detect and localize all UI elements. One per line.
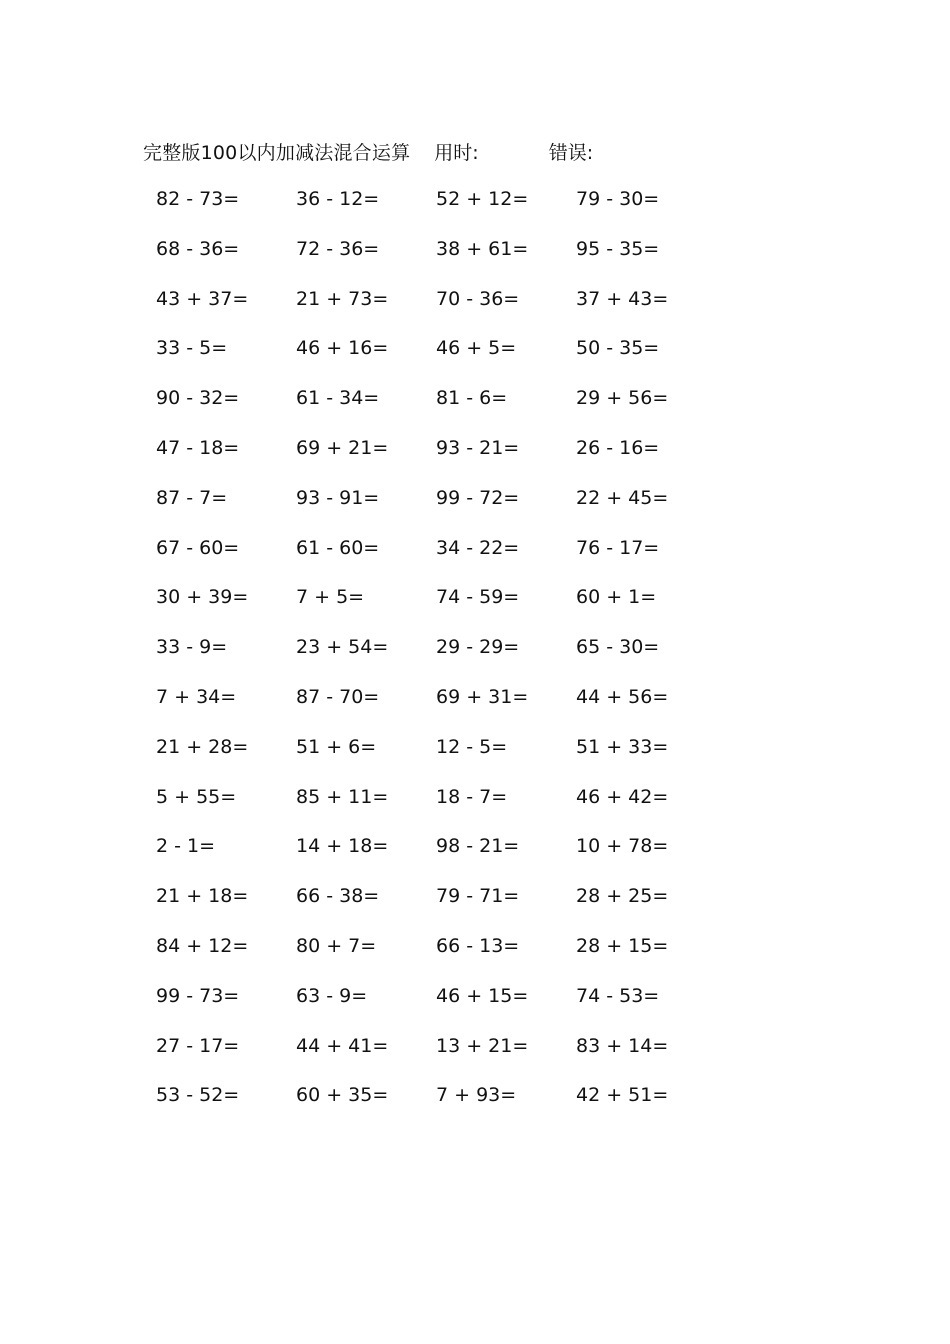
math-problem: 22 + 45=	[576, 486, 669, 509]
math-problem: 93 - 21=	[436, 436, 520, 459]
math-problem: 51 + 33=	[576, 735, 669, 758]
math-problem: 34 - 22=	[436, 536, 520, 559]
math-problem: 30 + 39=	[156, 586, 249, 609]
math-problem: 46 + 42=	[576, 785, 669, 808]
math-problem: 61 - 34=	[296, 387, 380, 410]
math-problem: 10 + 78=	[576, 835, 669, 858]
problem-row	[140, 382, 700, 432]
problem-row	[140, 731, 700, 781]
math-problem: 42 + 51=	[576, 1084, 669, 1107]
math-problem: 90 - 32=	[156, 387, 240, 410]
math-problem: 74 - 53=	[576, 984, 660, 1007]
math-problem: 23 + 54=	[296, 636, 389, 659]
math-problem: 66 - 38=	[296, 885, 380, 908]
math-problem: 46 + 15=	[436, 984, 529, 1007]
problem-row	[140, 980, 700, 1030]
math-problem: 26 - 16=	[576, 436, 660, 459]
math-problem: 84 + 12=	[156, 934, 249, 957]
math-problem: 82 - 73=	[156, 188, 240, 210]
math-problem: 85 + 11=	[296, 785, 389, 808]
problem-row	[140, 631, 700, 681]
math-problem: 44 + 41=	[296, 1034, 389, 1057]
math-problem: 93 - 91=	[296, 486, 380, 509]
problem-row	[140, 233, 700, 283]
math-problem: 21 + 73=	[296, 287, 389, 310]
math-problem: 69 + 31=	[436, 685, 529, 708]
math-problem: 14 + 18=	[296, 835, 389, 858]
math-problem: 12 - 5=	[436, 735, 508, 758]
math-problem: 87 - 70=	[296, 685, 380, 708]
math-problem: 60 + 35=	[296, 1084, 389, 1107]
problem-row	[140, 581, 700, 631]
worksheet-title: 完整版100以内加减法混合运算	[143, 141, 411, 164]
problem-row	[140, 1030, 700, 1080]
math-problem: 79 - 71=	[436, 885, 520, 908]
math-problem: 79 - 30=	[576, 188, 660, 210]
math-problem: 60 + 1=	[576, 586, 657, 609]
math-problem: 74 - 59=	[436, 586, 520, 609]
math-problem: 28 + 25=	[576, 885, 669, 908]
problem-row	[140, 830, 700, 880]
math-problem: 98 - 21=	[436, 835, 520, 858]
math-problem: 47 - 18=	[156, 436, 240, 459]
math-problem: 13 + 21=	[436, 1034, 529, 1057]
problem-row	[140, 880, 700, 930]
math-problem: 69 + 21=	[296, 436, 389, 459]
math-problem: 95 - 35=	[576, 237, 660, 260]
math-problem: 70 - 36=	[436, 287, 520, 310]
errors-label: 错误:	[548, 141, 594, 164]
math-problem: 72 - 36=	[296, 237, 380, 260]
math-problem: 27 - 17=	[156, 1034, 240, 1057]
problem-row	[140, 482, 700, 532]
math-problem: 46 + 5=	[436, 337, 517, 360]
math-problem: 7 + 34=	[156, 685, 237, 708]
math-problem: 52 + 12=	[436, 188, 529, 210]
math-problem: 67 - 60=	[156, 536, 240, 559]
math-problem: 5 + 55=	[156, 785, 237, 808]
math-problem: 87 - 7=	[156, 486, 228, 509]
math-problem: 53 - 52=	[156, 1084, 240, 1107]
problem-row	[140, 930, 700, 980]
math-problem: 29 - 29=	[436, 636, 520, 659]
math-problem: 46 + 16=	[296, 337, 389, 360]
math-problem: 65 - 30=	[576, 636, 660, 659]
math-problem: 51 + 6=	[296, 735, 377, 758]
problem-row	[140, 1079, 700, 1129]
math-problem: 44 + 56=	[576, 685, 669, 708]
math-problem: 50 - 35=	[576, 337, 660, 360]
math-problem: 21 + 18=	[156, 885, 249, 908]
math-problem: 7 + 93=	[436, 1084, 517, 1107]
problem-grid	[140, 183, 700, 1129]
math-problem: 29 + 56=	[576, 387, 669, 410]
math-problem: 66 - 13=	[436, 934, 520, 957]
math-problem: 7 + 5=	[296, 586, 365, 609]
math-problem: 2 - 1=	[156, 835, 216, 858]
problem-row	[140, 183, 700, 233]
math-problem: 43 + 37=	[156, 287, 249, 310]
math-problem: 80 + 7=	[296, 934, 377, 957]
math-problem: 18 - 7=	[436, 785, 508, 808]
math-problem: 37 + 43=	[576, 287, 669, 310]
math-problem: 76 - 17=	[576, 536, 660, 559]
problem-row	[140, 332, 700, 382]
time-label: 用时:	[434, 141, 479, 164]
problem-row	[140, 532, 700, 582]
math-problem: 38 + 61=	[436, 237, 529, 260]
math-problem: 99 - 73=	[156, 984, 240, 1007]
problem-row	[140, 681, 700, 731]
problem-row	[140, 781, 700, 831]
math-problem: 33 - 9=	[156, 636, 228, 659]
math-problem: 63 - 9=	[296, 984, 368, 1007]
math-problem: 61 - 60=	[296, 536, 380, 559]
math-problem: 68 - 36=	[156, 237, 240, 260]
math-problem: 36 - 12=	[296, 188, 380, 210]
math-problem: 21 + 28=	[156, 735, 249, 758]
math-problem: 99 - 72=	[436, 486, 520, 509]
math-problem: 81 - 6=	[436, 387, 508, 410]
math-problem: 83 + 14=	[576, 1034, 669, 1057]
math-problem: 28 + 15=	[576, 934, 669, 957]
math-problem: 33 - 5=	[156, 337, 228, 360]
problem-row	[140, 283, 700, 333]
problem-row	[140, 432, 700, 482]
worksheet-header	[143, 136, 593, 166]
